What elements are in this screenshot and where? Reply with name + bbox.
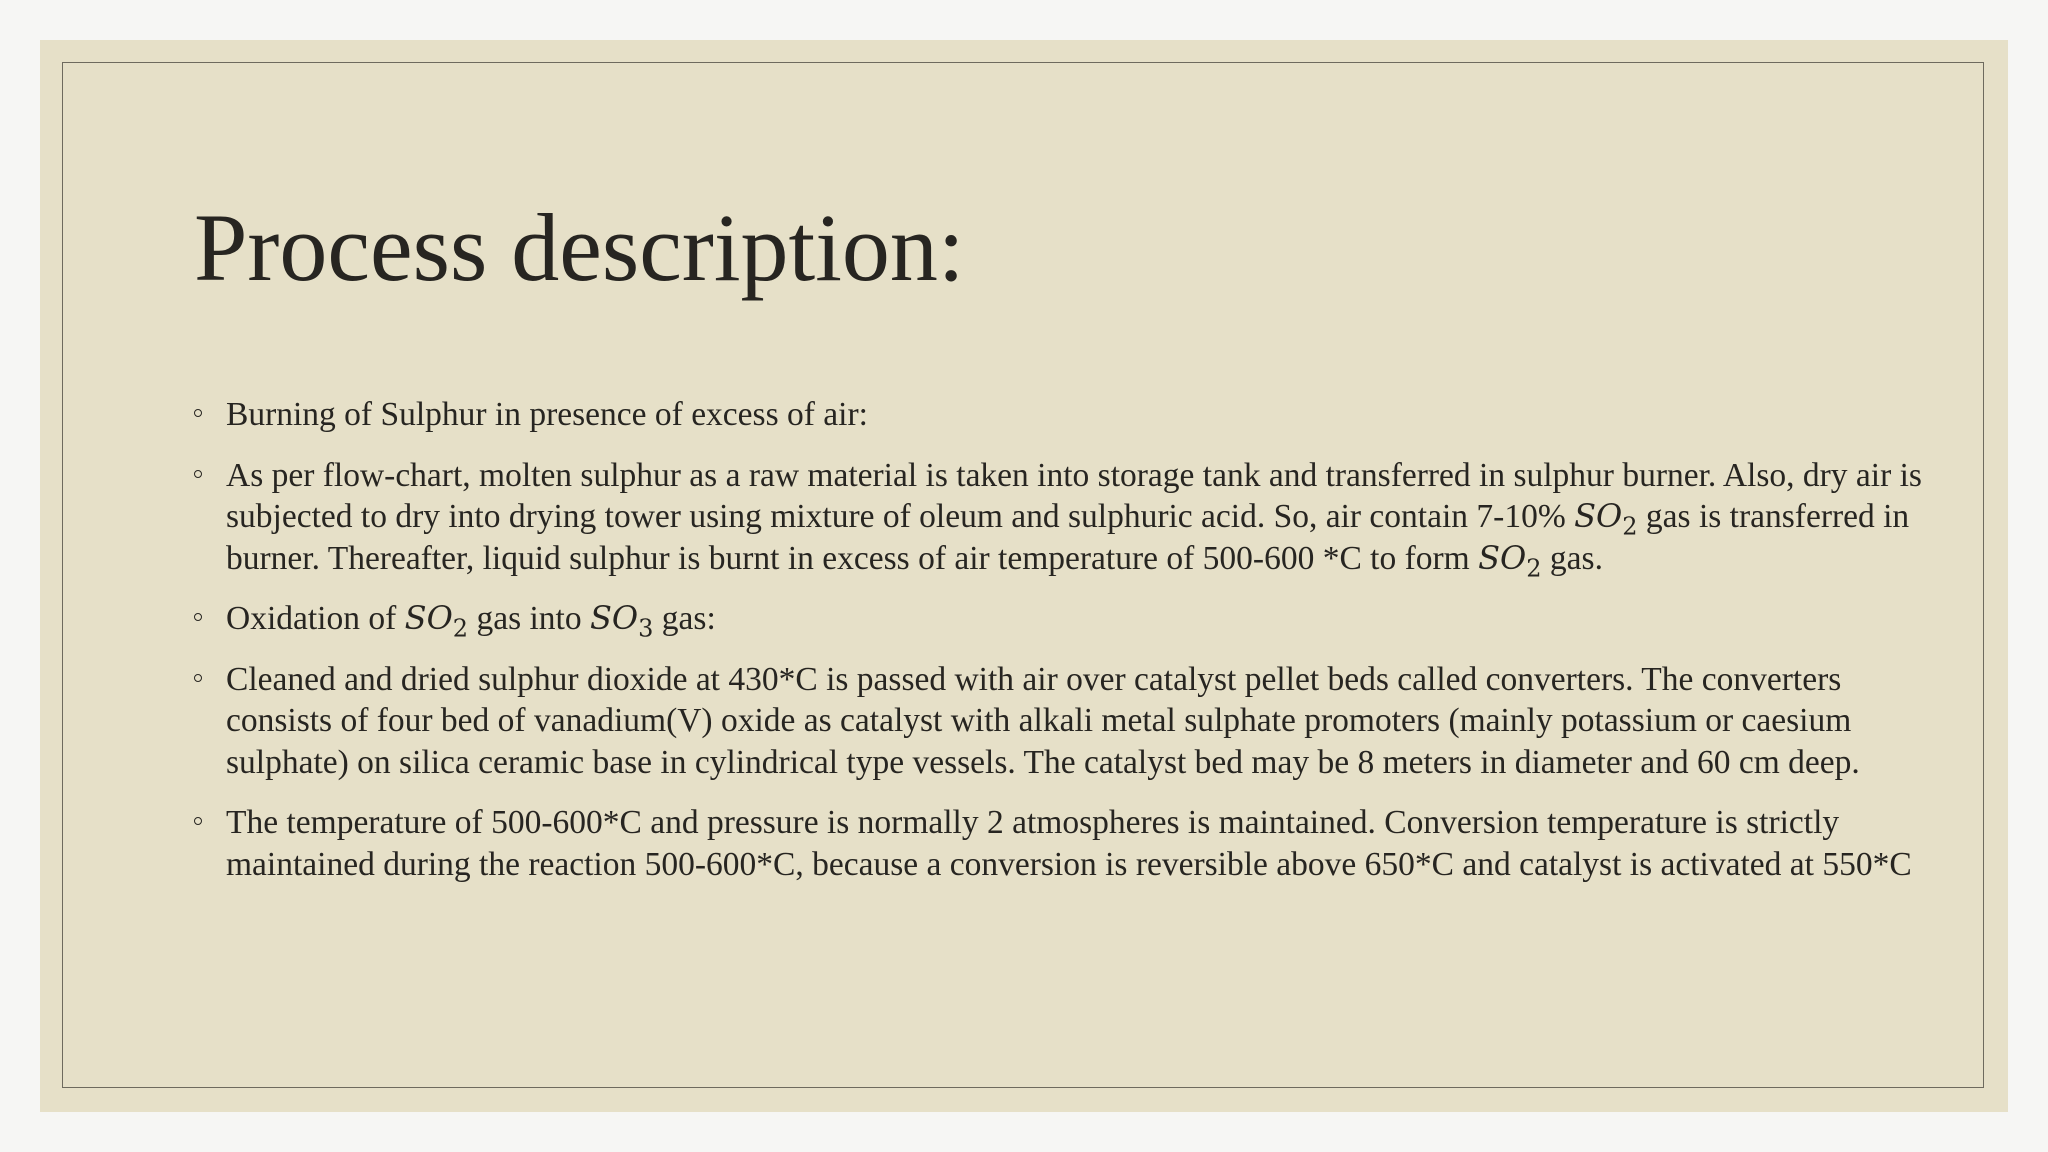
text-run: gas is transferred in burner. Thereafter, liquid sulphur is burnt in excess of air temperature of 500-600 *C to form bbox=[226, 498, 1910, 577]
bullet-text bbox=[226, 804, 1912, 883]
bullet-item bbox=[194, 802, 1924, 885]
chemical-formula bbox=[404, 599, 469, 643]
bullet-circle-icon bbox=[194, 674, 202, 682]
text-run: gas: bbox=[653, 600, 716, 637]
chemical-formula bbox=[1478, 538, 1542, 582]
text-run: As per flow-chart, molten sulphur as a raw material is taken into storage tank and transferred in sulphur burner. Also, dry air is subjected to dry into drying tower using mixture of oleum and sulphuric acid. So, air contain 7-10% bbox=[226, 456, 1922, 535]
bullet-circle-icon bbox=[194, 613, 202, 621]
chemical-formula bbox=[1574, 497, 1638, 541]
slide bbox=[40, 40, 2008, 1112]
bullet-item bbox=[194, 598, 1924, 643]
bullet-text bbox=[226, 396, 868, 433]
formula-subscript: 2 bbox=[452, 614, 469, 643]
chemical-formula bbox=[589, 599, 654, 643]
text-run: Oxidation of bbox=[226, 600, 405, 637]
bullet-item bbox=[194, 659, 1924, 784]
formula-subscript: 3 bbox=[638, 614, 654, 643]
text-run: gas into bbox=[468, 600, 590, 637]
formula-subscript: 2 bbox=[1622, 512, 1638, 541]
bullet-circle-icon bbox=[194, 470, 202, 478]
text-run: Cleaned and dried sulphur dioxide at 430*C is passed with air over catalyst pellet beds called converters. The converters consists of four bed of vanadium(V) oxide as catalyst with alkali metal sulphate promoters (mainly potassium or caesium sulphate) on silica ceramic base in cylindrical type vessels. The catalyst bed may be 8 meters in diameter and 60 cm deep. bbox=[226, 660, 1860, 781]
bullet-circle-icon bbox=[194, 409, 202, 417]
bullet-item bbox=[194, 394, 1924, 436]
formula-base: SO bbox=[1478, 538, 1527, 577]
text-run: gas. bbox=[1541, 539, 1603, 577]
bullet-text bbox=[226, 661, 1860, 781]
bullet-item bbox=[194, 455, 1924, 580]
bullet-text bbox=[226, 456, 1922, 582]
slide-title: Process description: bbox=[194, 194, 965, 301]
bullet-circle-icon bbox=[194, 817, 202, 825]
text-run: The temperature of 500-600*C and pressure is normally 2 atmospheres is maintained. Conversion temperature is strictly maintained during the reaction 500-600*C, because a conversion is reversible above 650*C and catalyst is activated at 550*C bbox=[226, 804, 1912, 883]
formula-base: SO bbox=[404, 599, 453, 637]
bullet-text bbox=[226, 599, 716, 643]
bullet-list bbox=[194, 394, 1924, 904]
formula-subscript: 2 bbox=[1526, 553, 1542, 582]
formula-base: SO bbox=[1574, 497, 1623, 535]
formula-base: SO bbox=[589, 599, 639, 637]
text-run: Burning of Sulphur in presence of excess of air: bbox=[226, 396, 868, 433]
